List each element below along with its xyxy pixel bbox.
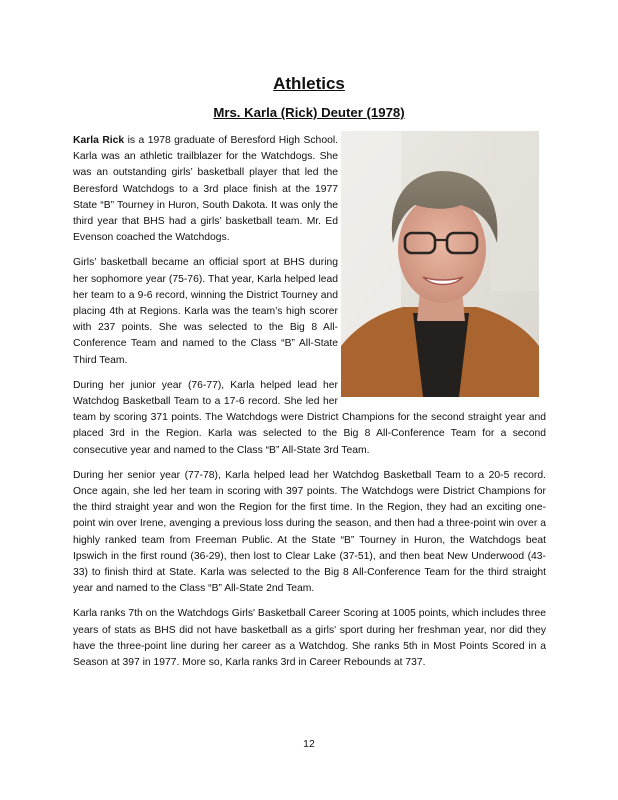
page-number: 12	[303, 738, 315, 750]
bio-text	[73, 133, 546, 680]
bio-paragraph: During her junior year (76-77), Karla helped lead her Watchdog Basketball Team to a 17-6 record. She led her team by scoring 371 points. The Watchdogs were District Champions for the second straight year and placed 3rd in the Region. Karla was selected to the Big 8 All-Conference Team for a second consecutive year and named to the Class “B” All-State 3rd Team.	[73, 379, 546, 456]
page-title: Athletics	[273, 74, 345, 93]
bio-paragraph: Karla ranks 7th on the Watchdogs Girls' Basketball Career Scoring at 1005 points, which includes three years of stats as BHS did not have basketball as a girls' sport during her freshman year, nor did they have the three-point line during her career as a Watchdog. She ranks 5th in Most Points Scored in a Season at 397 in 1977. More so, Karla ranks 3rd in Career Rebounds at 737.	[73, 608, 546, 669]
page-subtitle: Mrs. Karla (Rick) Deuter (1978)	[213, 105, 405, 120]
bio-name: Karla Rick	[73, 135, 125, 146]
bio-paragraph: Karla Rick is a 1978 graduate of Beresford High School. Karla was an athletic trailblazer for the Watchdogs. She was an outstanding girls’ basketball player that led the Beresford Watchdogs to a 3rd place finish at the 1977 State “B” Tourney in Huron, South Dakota. It was only the third year that BHS had a girls’ basketball team. Mr. Ed Evenson coached the Watchdogs.	[73, 135, 338, 244]
bio-paragraph: Girls’ basketball became an official sport at BHS during her sophomore year (75-76). That year, Karla helped lead her team to a 9-6 record, winning the District Tourney and placing 4th at Regions. Karla was the team’s high scorer with 237 points. She was selected to the Big 8 All-Conference Team and named to the Class “B” All-State Third Team.	[73, 257, 338, 366]
bio-paragraph: During her senior year (77-78), Karla helped lead her Watchdog Basketball Team to a 20-5 record. Once again, she led her team in scoring with 397 points. The Watchdogs were District Champions for the third straight year and won the Region for the first time. In the Region, they had an exciting one-point win over Irene, avenging a previous loss during the season, and then had a three-point win over a highly ranked team from Freeman Public. At the State “B” Tourney in Huron, the Watchdogs beat Ipswich in the first round (36-29), then lost to Clear Lake (37-51), and then beat New Underwood (43-33) to finish third at State. Karla was selected to the Big 8 All-Conference Team for the third straight year and named to the Class “B” All-State 2nd Team.	[73, 469, 546, 595]
